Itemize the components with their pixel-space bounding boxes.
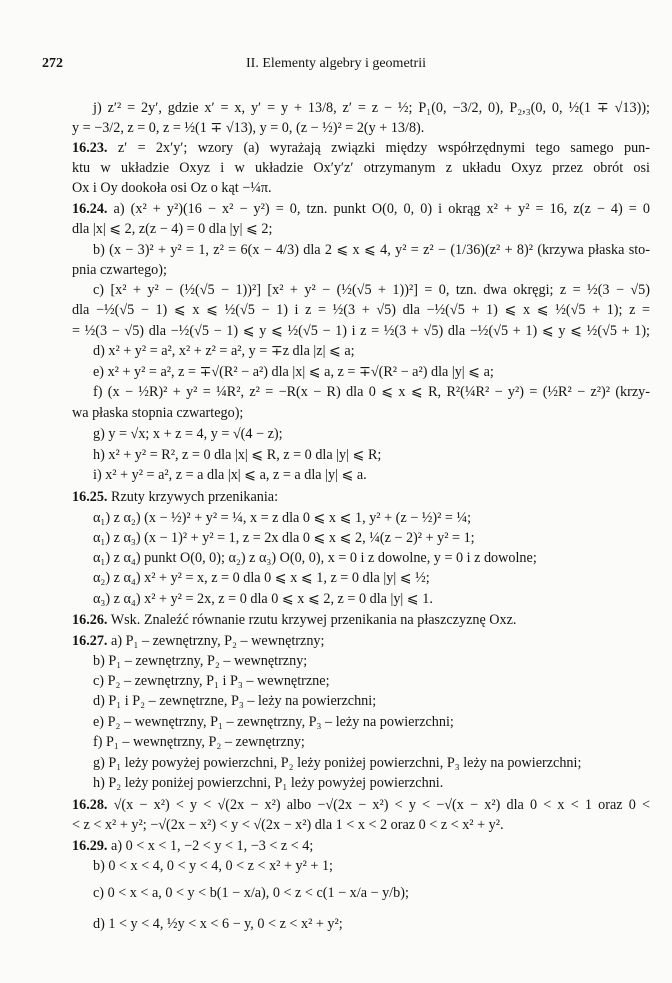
line-text: h) x² + y² = R², z = 0 dla |x| ⩽ R, z = 0 dla |y| ⩽ R; [93, 447, 382, 463]
text-line [72, 260, 650, 280]
text-line [93, 465, 650, 485]
exercise-number: 16.25. [72, 489, 108, 505]
text-line [72, 815, 650, 835]
line-text: ktu w układzie Oxyz i w układzie Ox′y′z′ otrzymanym z układu Oxyz przez obrót osi [72, 160, 650, 176]
exercise-answer-line [72, 138, 650, 158]
text-line [93, 508, 650, 528]
line-text: c) P₂ – zewnętrzny, P₁ i P₃ – wewnętrzne; [93, 673, 330, 689]
text-line [93, 712, 650, 732]
line-text: α₁) z α₂) (x − ½)² + y² = ¼, x = z dla 0 ⩽ x ⩽ 1, y² + (z − ½)² = ¼; [93, 510, 472, 526]
line-text: g) y = √x; x + z = 4, y = √(4 − z); [93, 426, 283, 442]
text-line [72, 403, 650, 423]
text-line [93, 671, 650, 691]
line-text: wa płaska stopnia czwartego); [72, 405, 244, 421]
line-text: y = −3/2, z = 0, z = ½(1 ∓ √13), y = 0, (z − ½)² = 2(y + 13/8). [72, 120, 425, 136]
exercise-answer-line [72, 795, 650, 815]
line-text: dla −½(√5 − 1) ⩽ x ⩽ ½(√5 − 1) i z = ½(3 + √5) dla −½(√5 + 1) ⩽ x ⩽ ½(√5 + 1); z = [72, 302, 650, 318]
text-line [72, 118, 650, 138]
text-line [72, 178, 650, 198]
exercise-number: 16.23. [72, 140, 108, 156]
exercise-answer-line [72, 487, 650, 507]
text-line [93, 691, 650, 711]
line-text: b) (x − 3)² + y² = 1, z² = 6(x − 4/3) dla 2 ⩽ x ⩽ 4, y² = z² − (1/36)(z² + 8)² (krzywa płaska sto- [93, 242, 650, 258]
line-text: a) (x² + y²)(16 − x² − y²) = 0, tzn. punkt O(0, 0, 0) i okrąg x² + y² = 16, z(z − 4) = 0 [107, 201, 650, 217]
line-text: d) P₁ i P₂ – zewnętrzne, P₃ – leży na powierzchni; [93, 693, 377, 709]
line-text: α₂) z α₄) x² + y² = x, z = 0 dla 0 ⩽ x ⩽ 1, z = 0 dla |y| ⩽ ½; [93, 570, 430, 586]
text-line [93, 883, 650, 903]
text-line [93, 914, 650, 934]
text-line [93, 362, 650, 382]
line-text: c) 0 < x < a, 0 < y < b(1 − x/a), 0 < z < c(1 − x/a − y/b); [93, 885, 409, 901]
text-line [93, 528, 650, 548]
text-line [72, 158, 650, 178]
exercise-answer-line [72, 631, 650, 651]
text-line [93, 773, 650, 793]
line-text: √(x − x²) < y < √(2x − x²) albo −√(2x − x²) < y < −√(x − x²) dla 0 < x < 1 oraz 0 < [107, 797, 650, 813]
line-text: d) x² + y² = a², x² + z² = a², y = ∓z dla |z| ⩽ a; [93, 343, 355, 359]
line-text: < z < x² + y²; −√(2x − x²) < y < √(2x − x²) dla 1 < x < 2 oraz 0 < z < x² + y². [72, 817, 504, 833]
text-line [93, 856, 650, 876]
exercise-number: 16.29. [72, 838, 108, 854]
text-line [93, 753, 650, 773]
text-line [93, 280, 650, 300]
exercise-number: 16.24. [72, 201, 108, 217]
line-text: Rzuty krzywych przenikania: [107, 489, 279, 505]
exercise-answer-line [72, 836, 650, 856]
line-text: a) 0 < x < 1, −2 < y < 1, −3 < z < 4; [107, 838, 314, 854]
line-text: f) (x − ½R)² + y² = ¼R², z² = −R(x − R) dla 0 ⩽ x ⩽ R, R²(¼R² − y²) = (½R² − z²)² (krzy- [93, 384, 650, 400]
running-head: II. Elementy algebry i geometrii [246, 56, 426, 71]
line-text: z′ = 2x′y′; wzory (a) wyrażają związki między współrzędnymi tego samego pun- [107, 140, 650, 156]
line-text: g) P₁ leży powyżej powierzchni, P₂ leży poniżej powierzchni, P₃ leży na powierzchni; [93, 755, 582, 771]
text-line [93, 568, 650, 588]
line-text: e) P₂ – wewnętrzny, P₁ – zewnętrzny, P₃ – leży na powierzchni; [93, 714, 454, 730]
text-line [93, 98, 650, 118]
text-line [72, 300, 650, 320]
line-text: f) P₁ – wewnętrzny, P₂ – zewnętrzny; [93, 734, 305, 750]
line-text: a) P₁ – zewnętrzny, P₂ – wewnętrzny; [107, 633, 325, 649]
text-line [93, 651, 650, 671]
page-number: 272 [42, 56, 63, 71]
line-text: Ox i Oy dookoła osi Oz o kąt −¼π. [72, 180, 272, 196]
exercise-number: 16.28. [72, 797, 108, 813]
text-line [93, 445, 650, 465]
line-text: dla |x| ⩽ 2, z(z − 4) = 0 dla |y| ⩽ 2; [72, 221, 273, 237]
line-text: b) P₁ – zewnętrzny, P₂ – wewnętrzny; [93, 653, 308, 669]
line-text: h) P₂ leży poniżej powierzchni, P₁ leży powyżej powierzchni. [93, 775, 444, 791]
text-line [93, 240, 650, 260]
line-text: i) x² + y² = a², z = a dla |x| ⩽ a, z = a dla |y| ⩽ a. [93, 467, 367, 483]
line-text: = ½(3 − √5) dla −½(√5 − 1) ⩽ y ⩽ ½(√5 − 1) i z = ½(3 + √5) dla −½(√5 + 1) ⩽ y ⩽ ½(√5 + 1); [72, 323, 650, 339]
line-text: Wsk. Znaleźć równanie rzutu krzywej przenikania na płaszczyznę Oxz. [107, 612, 517, 628]
line-text: α₃) z α₄) x² + y² = 2x, z = 0 dla 0 ⩽ x ⩽ 2, z = 0 dla |y| ⩽ 1. [93, 591, 433, 607]
line-text: pnia czwartego); [72, 262, 167, 278]
text-line [93, 589, 650, 609]
exercise-answer-line [72, 610, 650, 630]
text-line [72, 321, 650, 341]
exercise-number: 16.27. [72, 633, 108, 649]
line-text: c) [x² + y² − (½(√5 − 1))²] [x² + y² − (½(√5 + 1))²] = 0, tzn. dwa okręgi; z = ½(3 − √5) [93, 282, 650, 298]
text-line [93, 732, 650, 752]
line-text: α₁) z α₃) (x − 1)² + y² = 1, z = 2x dla 0 ⩽ x ⩽ 2, ¼(z − 2)² + y² = 1; [93, 530, 475, 546]
line-text: d) 1 < y < 4, ½y < x < 6 − y, 0 < z < x² + y²; [93, 916, 343, 932]
line-text: b) 0 < x < 4, 0 < y < 4, 0 < z < x² + y² + 1; [93, 858, 333, 874]
text-line [93, 382, 650, 402]
exercise-number: 16.26. [72, 612, 108, 628]
line-text: j) z′² = 2y′, gdzie x′ = x, y′ = y + 13/8, z′ = z − ½; P₁(0, −3/2, 0), P₂,₃(0, 0, ½(1 ∓ √13)); [93, 100, 650, 116]
exercise-answer-line [72, 199, 650, 219]
text-line [93, 548, 650, 568]
line-text: e) x² + y² = a², z = ∓√(R² − a²) dla |x| ⩽ a, z = ∓√(R² − a²) dla |y| ⩽ a; [93, 364, 494, 380]
text-line [93, 424, 650, 444]
text-line [93, 341, 650, 361]
text-line [72, 219, 650, 239]
line-text: α₁) z α₄) punkt O(0, 0); α₂) z α₃) O(0, 0), x = 0 i z dowolne, y = 0 i z dowolne; [93, 550, 537, 566]
